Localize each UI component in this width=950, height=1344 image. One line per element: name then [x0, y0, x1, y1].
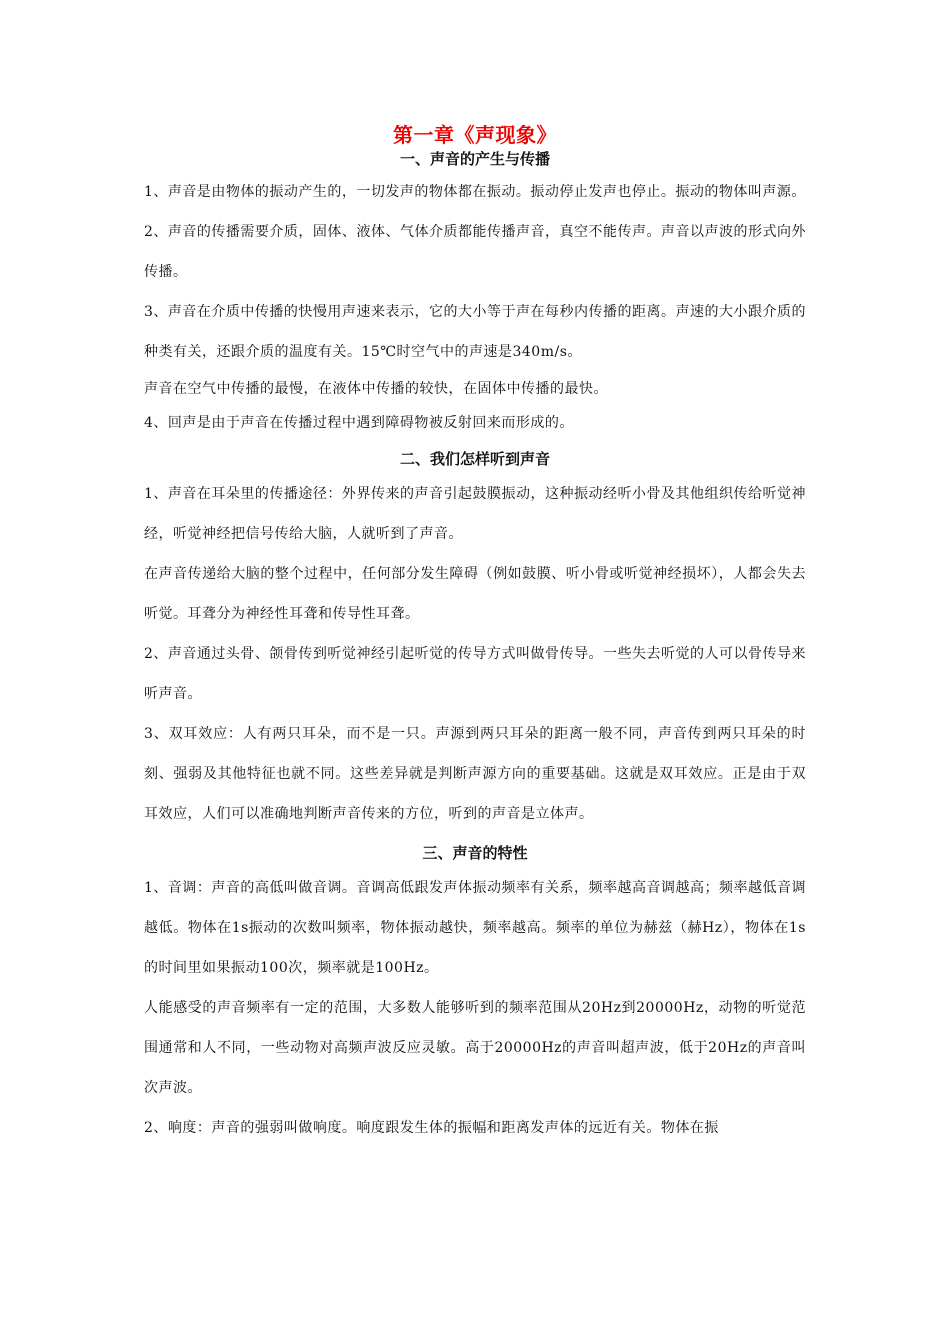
paragraph: 1、声音在耳朵里的传播途径：外界传来的声音引起鼓膜振动，这种振动经听小骨及其他组织传给听觉神经，听觉神经把信号传给大脑，人就听到了声音。	[144, 486, 806, 542]
document-body	[144, 118, 806, 1148]
paragraph: 2、声音通过头骨、颌骨传到听觉神经引起听觉的传导方式叫做骨传导。一些失去听觉的人可以骨传导来听声音。	[144, 646, 806, 702]
section-heading: 三、声音的特性	[422, 844, 528, 862]
paragraph: 声音在空气中传播的最慢，在液体中传播的较快，在固体中传播的最快。	[144, 381, 608, 397]
paragraph: 2、声音的传播需要介质，固体、液体、气体介质都能传播声音，真空不能传声。声音以声波的形式向外传播。	[144, 224, 806, 280]
paragraph: 3、声音在介质中传播的快慢用声速来表示，它的大小等于声在每秒内传播的距离。声速的大小跟介质的种类有关，还跟介质的温度有关。15℃时空气中的声速是340m/s。	[144, 304, 806, 360]
paragraph: 在声音传递给大脑的整个过程中，任何部分发生障碍（例如鼓膜、听小骨或听觉神经损坏），人都会失去听觉。耳聋分为神经性耳聋和传导性耳聋。	[144, 566, 806, 622]
paragraph: 1、声音是由物体的振动产生的，一切发声的物体都在振动。振动停止发声也停止。振动的物体叫声源。	[144, 184, 806, 200]
paragraph: 4、回声是由于声音在传播过程中遇到障碍物被反射回来而形成的。	[144, 415, 574, 431]
paragraph: 3、双耳效应：人有两只耳朵，而不是一只。声源到两只耳朵的距离一般不同，声音传到两只耳朵的时刻、强弱及其他特征也就不同。这些差异就是判断声源方向的重要基础。这就是双耳效应。正是由于双耳效应，人们可以准确地判断声音传来的方位，听到的声音是立体声。	[144, 726, 806, 822]
section-heading: 一、声音的产生与传播	[399, 150, 550, 168]
paragraph: 1、音调：声音的高低叫做音调。音调高低跟发声体振动频率有关系，频率越高音调越高；频率越低音调越低。物体在1s振动的次数叫频率，物体振动越快，频率越高。频率的单位为赫兹（赫Hz），物体在1s的时间里如果振动100次，频率就是100Hz。	[144, 880, 806, 976]
section-heading: 二、我们怎样听到声音	[399, 450, 550, 468]
paragraph: 人能感受的声音频率有一定的范围，大多数人能够听到的频率范围从20Hz到20000Hz，动物的听觉范围通常和人不同，一些动物对高频声波反应灵敏。高于20000Hz的声音叫超声波，低于20Hz的声音叫次声波。	[144, 1000, 806, 1096]
chapter-title: 第一章《声现象》	[393, 123, 557, 147]
paragraph: 2、响度：声音的强弱叫做响度。响度跟发生体的振幅和距离发声体的远近有关。物体在振	[144, 1120, 719, 1136]
